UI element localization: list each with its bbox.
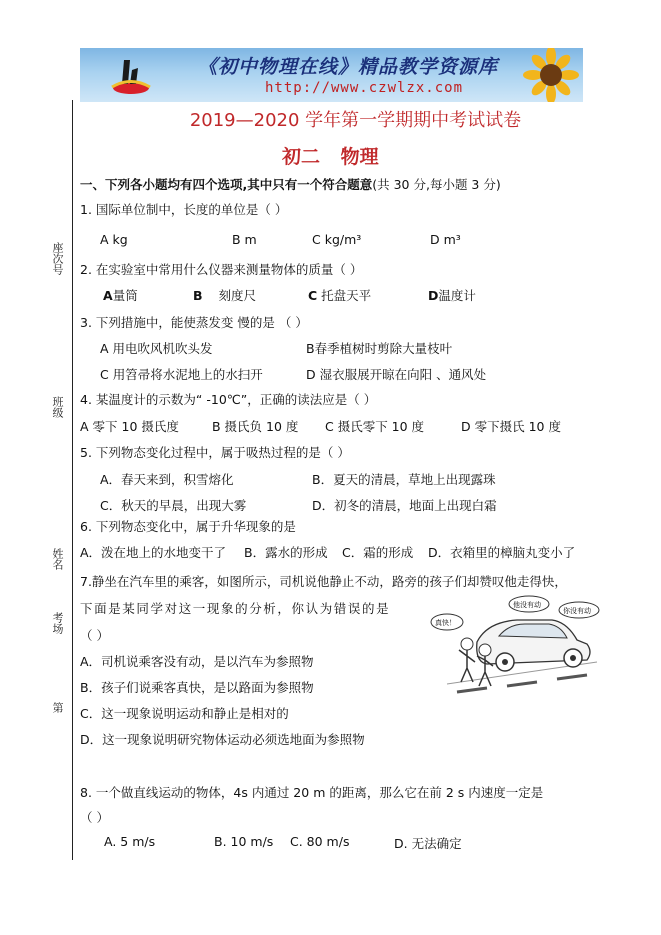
- question-7-paren: （ ）: [80, 628, 109, 643]
- banner-url[interactable]: http://www.czwlzx.com: [265, 80, 464, 96]
- question-4-stem: 4. 某温度计的示数为“ -10℃”，正确的读法应是（ ）: [80, 392, 377, 407]
- sunflower-icon: [515, 48, 579, 102]
- bubble-text-1: 真快！: [435, 619, 456, 627]
- q2-option-a: A量筒: [103, 288, 138, 303]
- q6-option-a: A．泼在地上的水地变干了: [80, 545, 227, 560]
- section-note: (共 30 分,每小题 3 分): [372, 177, 501, 192]
- q4-option-d: D 零下摄氏 10 度: [461, 419, 561, 434]
- q3-option-c: C 用笤帚将水泥地上的水扫开: [100, 367, 263, 382]
- question-8-paren: （ ）: [80, 810, 109, 825]
- q4-option-a: A 零下 10 摄氏度: [80, 419, 179, 434]
- question-7-stem-2: 下面是某同学对这一现象的分析，你认为错误的是: [80, 601, 391, 616]
- q5-option-b: B．夏天的清晨，草地上出现露珠: [312, 472, 496, 487]
- question-6-stem: 6. 下列物态变化中，属于升华现象的是: [80, 519, 296, 534]
- q5-option-d: D．初冬的清晨，地面上出现白霜: [312, 498, 497, 513]
- q1-option-d: D m³: [430, 232, 461, 247]
- q2-option-b: B 刻度尺: [193, 288, 256, 303]
- logo-icon: [110, 54, 152, 96]
- q7-option-c: C．这一现象说明运动和静止是相对的: [80, 706, 289, 721]
- q4-option-b: B 摄氏负 10 度: [212, 419, 299, 434]
- q3-option-d: D 湿衣服展开晾在向阳 、通风处: [306, 367, 487, 382]
- exam-room-label: 考场: [51, 612, 64, 634]
- q6-option-c: C．霜的形成: [342, 545, 414, 560]
- banner-title: 《初中物理在线》精品教学资源库: [198, 56, 499, 78]
- car-and-children-illustration: [427, 592, 601, 694]
- binding-line: [72, 100, 73, 860]
- header-banner: [80, 48, 583, 102]
- q7-option-d: D．这一现象说明研究物体运动必须选地面为参照物: [80, 732, 365, 747]
- question-5-stem: 5. 下列物态变化过程中，属于吸热过程的是（ ）: [80, 445, 350, 460]
- seat-number-label: 座次号: [51, 242, 64, 275]
- q7-option-b: B．孩子们说乘客真快，是以路面为参照物: [80, 680, 314, 695]
- exam-title: 2019—2020 学年第一学期期中考试试卷: [189, 110, 522, 131]
- q3-option-a: A 用电吹风机吹头发: [100, 341, 213, 356]
- question-8-stem: 8. 一个做直线运动的物体，4s 内通过 20 m 的距离，那么它在前 2 s 内速度一定是: [80, 785, 544, 800]
- exam-subtitle: 初二 物理: [282, 146, 379, 168]
- question-7-stem: 7.静坐在汽车里的乘客，如图所示，司机说他静止不动，路旁的孩子们却赞叹他走得快，: [80, 574, 567, 589]
- q8-option-c: C. 80 m/s: [290, 834, 350, 849]
- q1-option-c: C kg/m³: [312, 232, 362, 247]
- seat-prefix-label: 第: [51, 702, 64, 713]
- q2-option-c: C 托盘天平: [308, 288, 372, 303]
- q4-option-c: C 摄氏零下 10 度: [325, 419, 425, 434]
- q5-option-c: C．秋天的早晨，出现大雾: [100, 498, 247, 513]
- question-2-stem: 2. 在实验室中常用什么仪器来测量物体的质量（ ）: [80, 262, 363, 277]
- class-label: 班级: [51, 396, 64, 418]
- question-3-stem: 3. 下列措施中，能使蒸发变 慢的是 （ ）: [80, 315, 308, 330]
- q1-option-a: A kg: [100, 232, 128, 247]
- q7-option-a: A．司机说乘客没有动，是以汽车为参照物: [80, 654, 314, 669]
- q5-option-a: A．春天来到，积雪熔化: [100, 472, 234, 487]
- q3-option-b: B春季植树时剪除大量枝叶: [306, 341, 453, 356]
- name-label: 姓名: [51, 548, 64, 570]
- q8-option-b: B. 10 m/s: [214, 834, 274, 849]
- question-1-stem: 1. 国际单位制中，长度的单位是（ ）: [80, 202, 288, 217]
- q6-option-d: D．衣箱里的樟脑丸变小了: [428, 545, 576, 560]
- bubble-text-3: 你没有动: [563, 607, 591, 615]
- q8-option-d: D. 无法确定: [394, 836, 462, 851]
- bubble-text-2: 他没有动: [513, 601, 541, 609]
- q1-option-b: B m: [232, 232, 257, 247]
- q8-option-a: A. 5 m/s: [104, 834, 156, 849]
- section-heading: [80, 175, 501, 193]
- section-title: 一、下列各小题均有四个选项,其中只有一个符合题意: [80, 177, 373, 192]
- q2-option-d: D温度计: [428, 288, 476, 303]
- q6-option-b: B．露水的形成: [244, 545, 328, 560]
